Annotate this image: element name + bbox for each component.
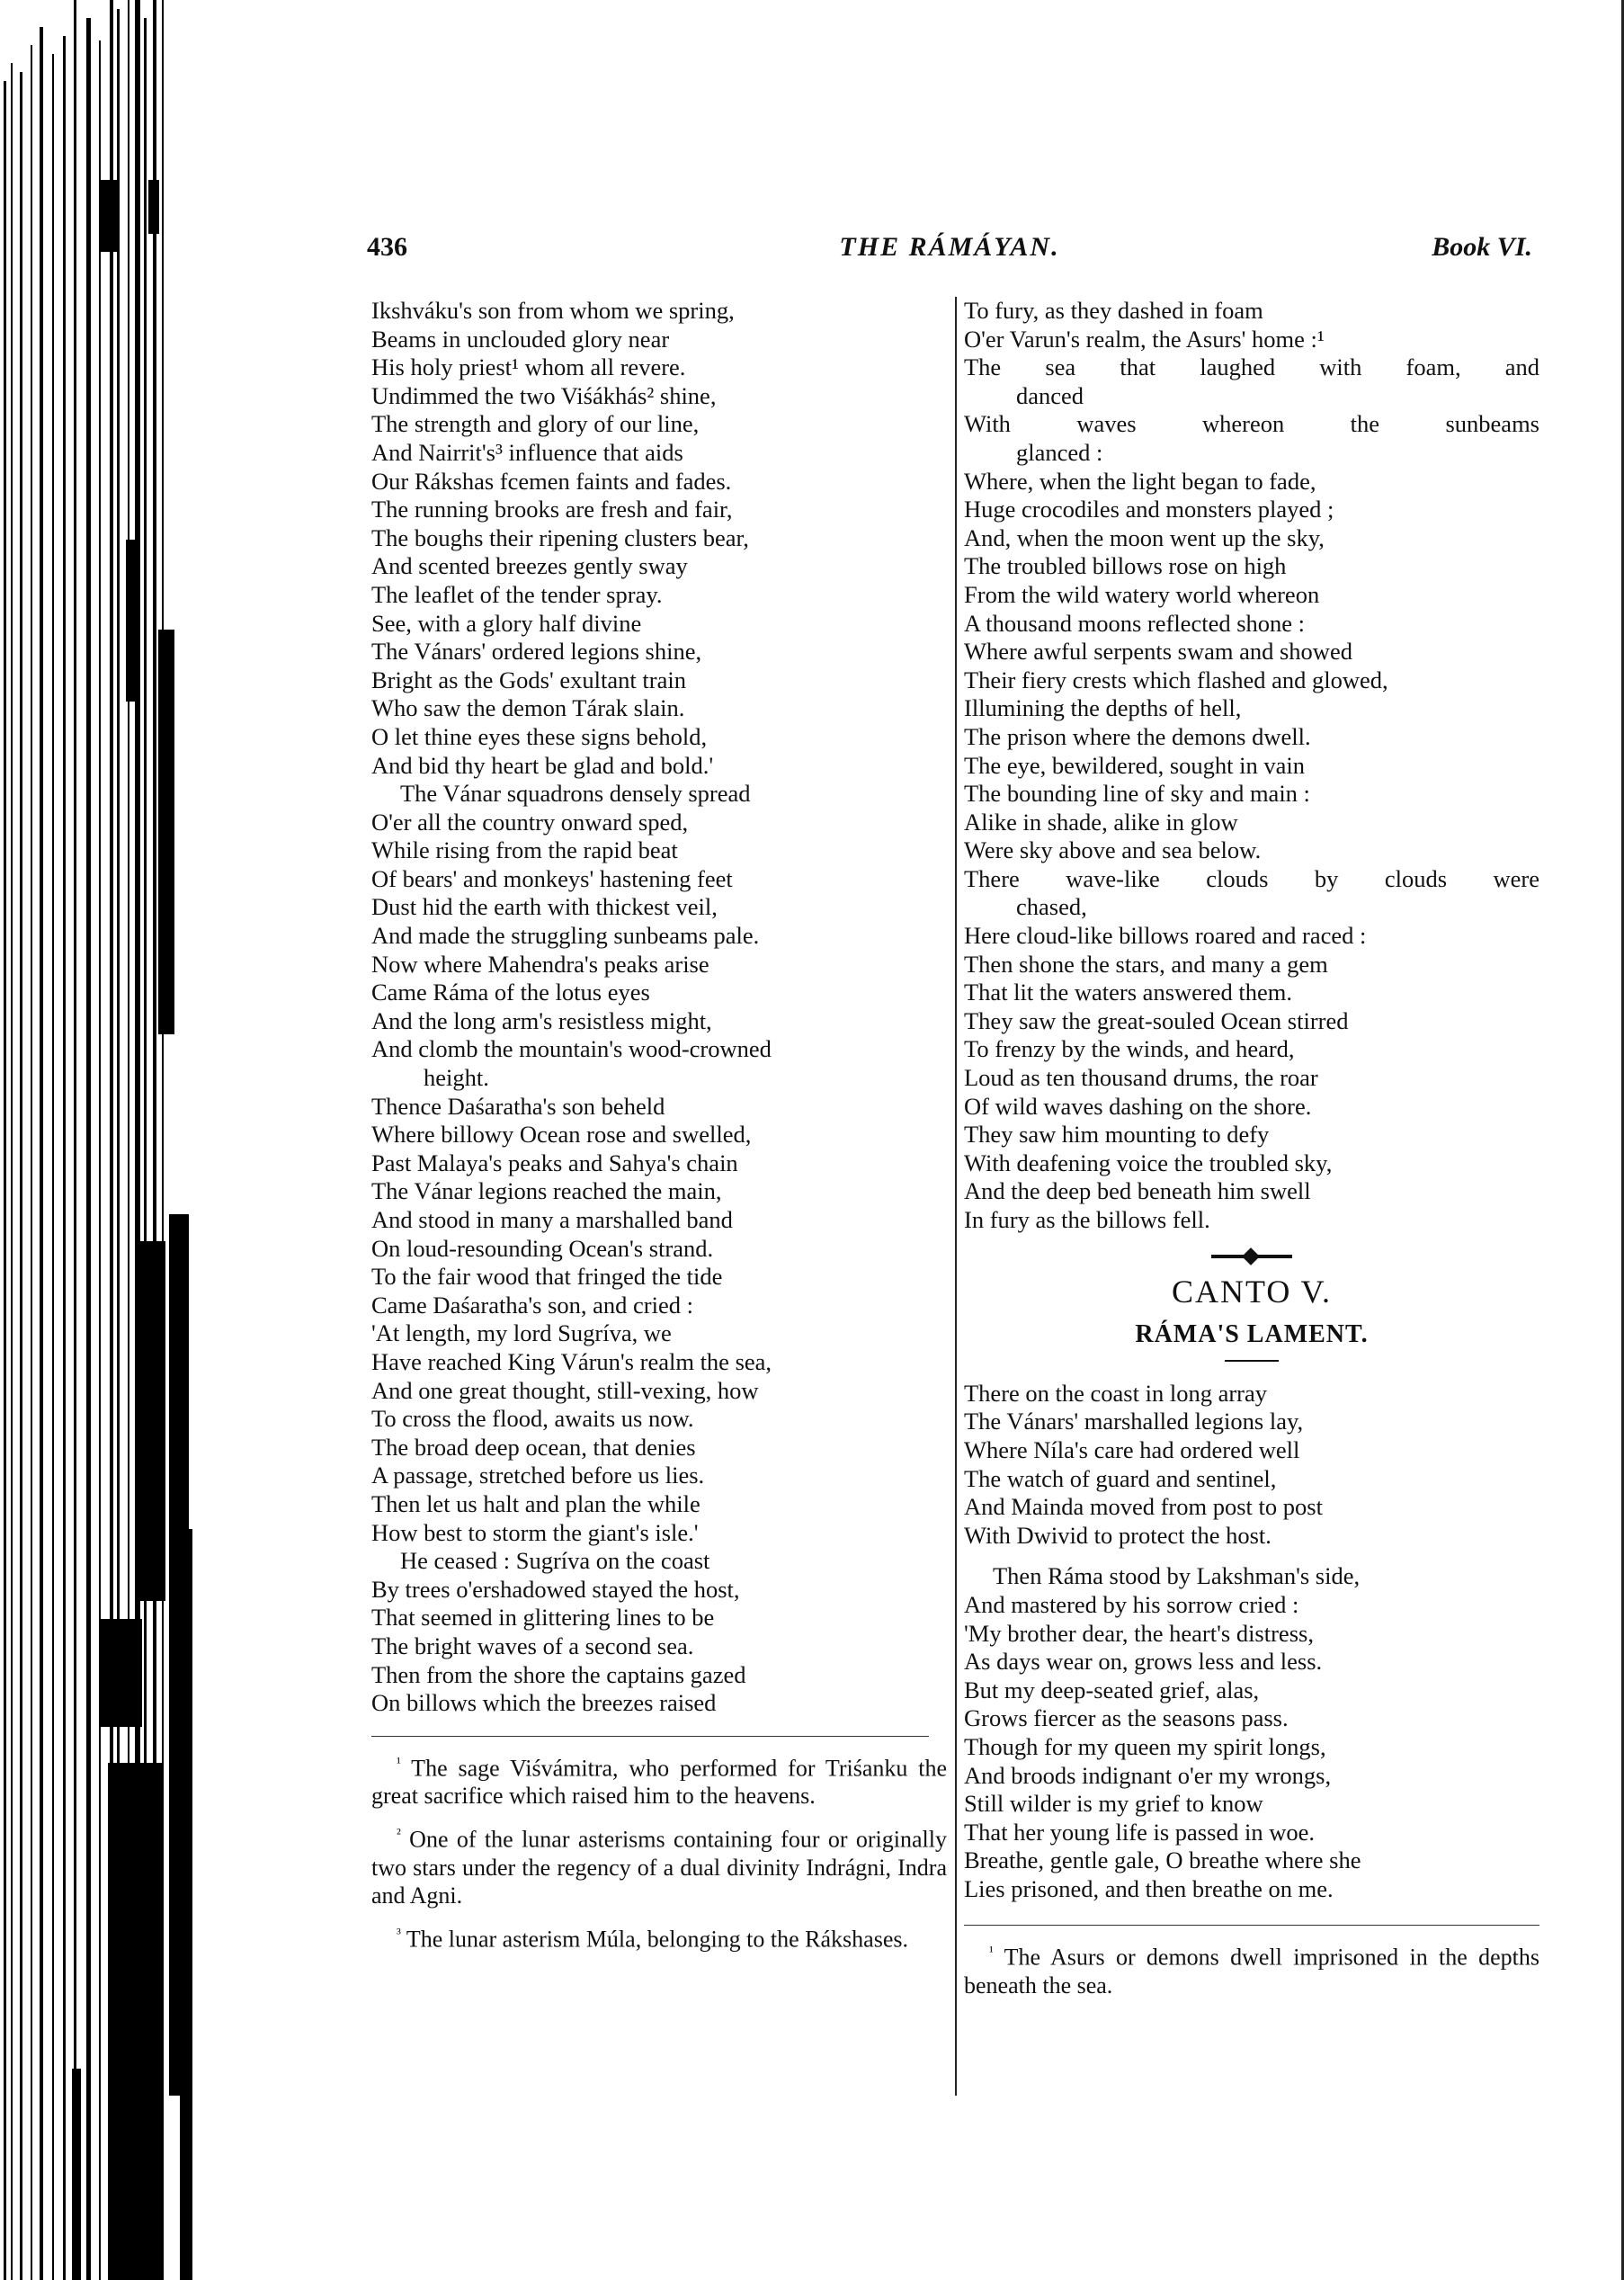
verse-line: With waves whereon the sunbeams <box>964 410 1539 438</box>
footnote <box>371 1920 947 1954</box>
edge-stripe <box>31 45 32 2280</box>
verse-line: And one great thought, still-vexing, how <box>371 1376 759 1404</box>
verse-line: O'er Varun's realm, the Asurs' home :¹ <box>964 325 1325 353</box>
verse-line: Grows fiercer as the seasons pass. <box>964 1704 1289 1732</box>
edge-stripe <box>180 1529 192 2280</box>
verse-line: The broad deep ocean, that denies <box>371 1433 696 1461</box>
verse-line: Came Ráma of the lotus eyes <box>371 979 650 1006</box>
verse-line: Where billowy Ocean rose and swelled, <box>371 1121 752 1149</box>
verse-line: And clomb the mountain's wood-crowned <box>371 1035 772 1063</box>
verse-line: Huge crocodiles and monsters played ; <box>964 496 1334 523</box>
canto-heading: CANTO V. <box>1171 1273 1333 1310</box>
verse-line: Came Daśaratha's son, and cried : <box>371 1291 693 1319</box>
edge-stripe <box>99 180 119 252</box>
verse-line: Breathe, gentle gale, O breathe where she <box>964 1846 1361 1874</box>
edge-stripe <box>72 2069 81 2280</box>
verse-line: Lies prisoned, and then breathe on me. <box>964 1874 1334 1902</box>
section-ornament <box>1211 1255 1292 1258</box>
footnote <box>964 1938 1539 1999</box>
verse-line: 'My brother dear, the heart's distress, <box>964 1619 1314 1647</box>
footnote-mark: ² <box>397 1827 401 1843</box>
left-column <box>371 297 947 1964</box>
verse-line: While rising from the rapid beat <box>371 836 678 864</box>
verse-line: chased, <box>1016 893 1087 921</box>
edge-stripe <box>86 18 91 2280</box>
verse-line: They saw him mounting to defy <box>964 1121 1270 1149</box>
canto-title: RÁMA'S LAMENT. <box>1135 1320 1369 1349</box>
footnote <box>371 1749 947 1811</box>
left-verse <box>371 297 947 1718</box>
verse-line: And scented breezes gently sway <box>371 552 688 580</box>
footnote-divider <box>964 1925 1539 1926</box>
verse-line: Then let us halt and plan the while <box>371 1489 700 1517</box>
verse-line: The Vánars' marshalled legions lay, <box>964 1408 1304 1435</box>
verse-line: The strength and glory of our line, <box>371 410 700 438</box>
edge-stripe <box>162 0 164 2280</box>
right-verse-bottom <box>964 1380 1539 1904</box>
verse-line: From the wild watery world whereon <box>964 580 1320 608</box>
verse-line: Still wilder is my grief to know <box>964 1790 1263 1818</box>
verse-line: They saw the great-souled Ocean stirred <box>964 1006 1349 1034</box>
verse-line: And Nairrit's³ influence that aids <box>371 438 683 466</box>
footnote-mark: ¹ <box>397 1755 401 1771</box>
edge-stripe <box>63 36 66 2280</box>
verse-line: Of wild waves dashing on the shore. <box>964 1092 1312 1120</box>
verse-line: And made the struggling sunbeams pale. <box>371 922 760 950</box>
verse-line: Have reached King Várun's realm the sea, <box>371 1347 772 1375</box>
verse-line: The boughs their ripening clusters bear, <box>371 523 749 551</box>
verse-line: By trees o'ershadowed stayed the host, <box>371 1575 740 1603</box>
verse-line: danced <box>1016 381 1084 409</box>
verse-line: There on the coast in long array <box>964 1379 1268 1407</box>
verse-line: glanced : <box>1016 438 1103 466</box>
verse-line: The Vánars' ordered legions shine, <box>371 638 702 666</box>
verse-line: The watch of guard and sentinel, <box>964 1464 1277 1492</box>
scanned-book-edge <box>0 0 270 2280</box>
verse-line: Undimmed the two Viśákhás² shine, <box>371 381 717 409</box>
verse-line: To cross the flood, awaits us now. <box>371 1405 694 1433</box>
verse-line: There wave-like clouds by clouds were <box>964 864 1539 892</box>
verse-line: The bright waves of a second sea. <box>371 1632 694 1659</box>
right-column <box>964 297 1539 2010</box>
verse-line: Illumining the depths of hell, <box>964 694 1242 722</box>
verse-line: Though for my queen my spirit longs, <box>964 1732 1326 1760</box>
footnote-text: One of the lunar asterisms containing four or originally two stars under the regency of a dual divinity Indrágni, Indra and Agni. <box>371 1827 947 1909</box>
verse-line: Here cloud-like billows roared and raced : <box>964 922 1367 950</box>
verse-line: He ceased : Sugríva on the coast <box>400 1547 710 1575</box>
edge-stripe <box>4 81 6 2280</box>
edge-stripe <box>40 27 43 2280</box>
verse-line: The prison where the demons dwell. <box>964 722 1311 750</box>
edge-stripe <box>101 1619 142 1727</box>
edge-stripe <box>52 54 54 2280</box>
verse-line: Bright as the Gods' exultant train <box>371 666 686 693</box>
verse-line: The leaflet of the tender spray. <box>371 580 663 608</box>
verse-line: The troubled billows rose on high <box>964 552 1287 580</box>
edge-stripe <box>20 72 22 2280</box>
edge-stripe <box>108 1763 162 2280</box>
verse-line: That seemed in glittering lines to be <box>371 1604 715 1632</box>
verse-line: 'At length, my lord Sugríva, we <box>371 1319 672 1347</box>
verse-line: That her young life is passed in woe. <box>964 1818 1316 1846</box>
verse-line: Now where Mahendra's peaks arise <box>371 950 709 978</box>
verse-line: And Mainda moved from post to post <box>964 1493 1323 1521</box>
verse-line: To fury, as they dashed in foam <box>964 297 1263 324</box>
verse-line: Of bears' and monkeys' hastening feet <box>371 864 733 892</box>
verse-line: Past Malaya's peaks and Sahya's chain <box>371 1149 738 1176</box>
verse-line: The Vánar squadrons densely spread <box>400 780 751 808</box>
verse-line: With Dwivid to protect the host. <box>964 1521 1272 1549</box>
verse-line: On billows which the breezes raised <box>371 1689 717 1717</box>
edge-stripe <box>148 180 159 234</box>
verse-line: On loud-resounding Ocean's strand. <box>371 1234 714 1262</box>
verse-line: Where Níla's care had ordered well <box>964 1435 1300 1463</box>
title-rule <box>1225 1360 1279 1362</box>
page-number: 436 <box>367 232 407 262</box>
verse-line: His holy priest¹ whom all revere. <box>371 353 686 381</box>
verse-line: How best to storm the giant's isle.' <box>371 1518 699 1546</box>
verse-line: Then shone the stars, and many a gem <box>964 950 1328 978</box>
verse-line: Then from the shore the captains gazed <box>371 1660 746 1688</box>
verse-line: A thousand moons reflected shone : <box>964 609 1306 637</box>
verse-line: Loud as ten thousand drums, the roar <box>964 1064 1318 1092</box>
verse-line: Where awful serpents swam and showed <box>964 638 1352 666</box>
footnote-text: The Asurs or demons dwell imprisoned in the depths beneath the sea. <box>964 1945 1540 1999</box>
verse-line: With deafening voice the troubled sky, <box>964 1149 1333 1176</box>
verse-line: Our Rákshas fcemen faints and fades. <box>371 467 732 495</box>
verse-line: And broods indignant o'er my wrongs, <box>964 1761 1332 1789</box>
right-verse-top <box>964 297 1539 1235</box>
verse-line: And mastered by his sorrow cried : <box>964 1590 1299 1618</box>
verse-line: O'er all the country onward sped, <box>371 808 689 836</box>
edge-stripe <box>158 630 174 1034</box>
edge-stripe <box>126 540 135 702</box>
verse-line: And bid thy heart be glad and bold.' <box>371 751 714 779</box>
edge-stripe <box>135 1241 165 1601</box>
footnote <box>371 1820 947 1909</box>
running-head <box>367 232 1532 268</box>
verse-line: Were sky above and sea below. <box>964 836 1262 864</box>
footnote-mark: ³ <box>397 1927 401 1942</box>
verse-line: Ikshváku's son from whom we spring, <box>371 297 735 324</box>
verse-line: But my deep-seated grief, alas, <box>964 1676 1260 1703</box>
verse-line: The running brooks are fresh and fair, <box>371 496 733 523</box>
verse-line: And the long arm's resistless might, <box>371 1006 712 1034</box>
footnote-divider <box>371 1736 929 1737</box>
verse-line: Thence Daśaratha's son beheld <box>371 1092 665 1120</box>
verse-line: Where, when the light began to fade, <box>964 467 1316 495</box>
verse-line: That lit the waters answered them. <box>964 979 1292 1006</box>
verse-line: The eye, bewildered, sought in vain <box>964 751 1305 779</box>
verse-line: In fury as the billows fell. <box>964 1206 1210 1233</box>
edge-stripe <box>74 0 76 2280</box>
edge-stripe <box>99 40 101 2280</box>
column-divider <box>955 297 957 2096</box>
verse-line: The bounding line of sky and main : <box>964 780 1310 808</box>
verse-line: Then Ráma stood by Lakshman's side, <box>993 1562 1361 1590</box>
left-footnotes <box>371 1749 947 1954</box>
verse-line: The Vánar legions reached the main, <box>371 1177 722 1205</box>
verse-line: O let thine eyes these signs behold, <box>371 722 708 750</box>
footnote-text: The lunar asterism Múla, belonging to the Rákshases. <box>400 1926 908 1953</box>
verse-line: Who saw the demon Tárak slain. <box>371 694 685 722</box>
verse-line: Their fiery crests which flashed and glowed, <box>964 666 1388 693</box>
verse-line: Beams in unclouded glory near <box>371 325 670 353</box>
verse-line: Alike in shade, alike in glow <box>964 808 1238 836</box>
verse-line: height. <box>424 1064 489 1092</box>
verse-line: See, with a glory half divine <box>371 609 642 637</box>
verse-line: The sea that laughed with foam, and <box>964 353 1539 381</box>
verse-line: And stood in many a marshalled band <box>371 1206 733 1233</box>
footnote-mark: ¹ <box>989 1945 994 1961</box>
footnote-text: The sage Viśvámitra, who performed for Triśanku the great sacrifice which raised him to the heavens. <box>371 1755 947 1810</box>
book-title: THE RÁMÁYAN. <box>839 232 1060 262</box>
verse-line: And, when the moon went up the sky, <box>964 523 1325 551</box>
book-number: Book VI. <box>1432 232 1532 262</box>
verse-line: To the fair wood that fringed the tide <box>371 1263 723 1291</box>
verse-line: And the deep bed beneath him swell <box>964 1177 1311 1205</box>
verse-line: Dust hid the earth with thickest veil, <box>371 893 718 921</box>
verse-line: A passage, stretched before us lies. <box>371 1462 705 1489</box>
edge-stripe <box>11 63 13 2280</box>
verse-line: To frenzy by the winds, and heard, <box>964 1035 1295 1063</box>
verse-line: As days wear on, grows less and less. <box>964 1648 1323 1676</box>
